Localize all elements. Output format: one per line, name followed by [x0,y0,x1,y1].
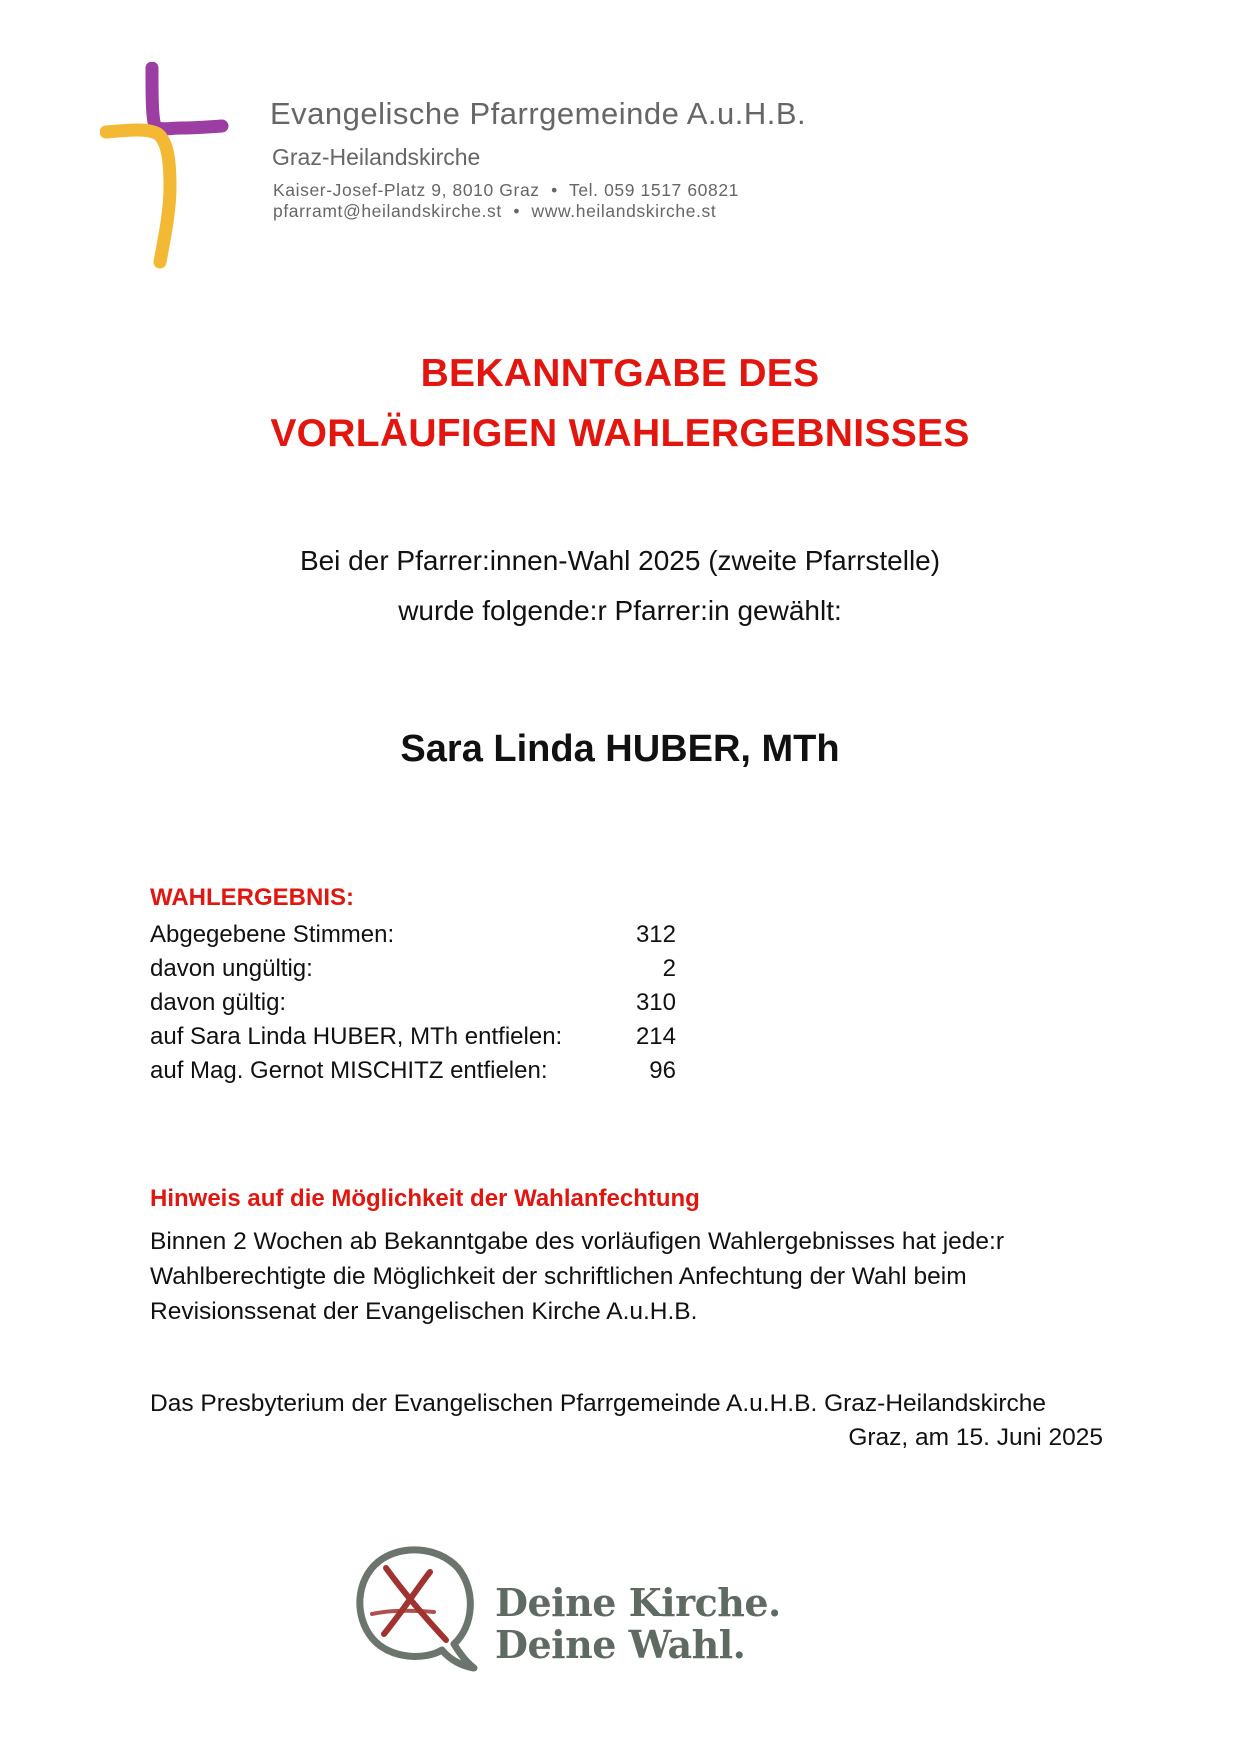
address: Kaiser-Josef-Platz 9, 8010 Graz [273,180,540,200]
document-title-line-1: BEKANNTGABE DES [420,352,820,395]
result-label: davon gültig: [150,989,287,1016]
separator-dot: • [551,180,558,200]
elected-candidate-name: Sara Linda HUBER, MTh [400,728,840,770]
separator-dot: • [513,201,521,221]
cross-purple-stroke [152,68,222,129]
contact-line-web [273,201,716,222]
result-row [150,1054,680,1088]
document-title-line-2: VORLÄUFIGEN WAHLERGEBNISSES [270,412,970,455]
signature-place-date: Graz, am 15. Juni 2025 [848,1424,1103,1451]
intro-line-1: Bei der Pfarrer:innen-Wahl 2025 (zweite Pfarrstelle) [299,545,941,576]
campaign-slogan [495,1582,781,1666]
appeal-notice-line: Wahlberechtigte die Möglichkeit der schriftlichen Anfechtung der Wahl beim [150,1263,967,1290]
result-label: Abgegebene Stimmen: [150,921,395,948]
result-value: 310 [635,989,676,1016]
appeal-notice-line: Revisionssenat der Evangelischen Kirche A.u.H.B. [150,1298,698,1325]
appeal-notice-line: Binnen 2 Wochen ab Bekanntgabe des vorläufigen Wahlergebnisses hat jede:r [150,1228,1004,1255]
appeal-notice-heading: Hinweis auf die Möglichkeit der Wahlanfechtung [150,1185,700,1212]
cross-yellow-stroke [106,130,170,262]
speech-bubble-ballot-icon [350,1538,480,1678]
result-label: davon ungültig: [150,955,313,982]
result-value: 312 [635,921,676,948]
appeal-notice-text [150,1224,1110,1329]
campaign-slogan-line-1: Deine Kirche. [495,1580,781,1625]
results-heading: WAHLERGEBNIS: [150,884,354,911]
signature-organization: Das Presbyterium der Evangelischen Pfarrgemeinde A.u.H.B. Graz-Heilandskirche [150,1390,1047,1417]
organization-subtitle: Graz-Heilandskirche [272,144,481,170]
email-link[interactable]: pfarramt@heilandskirche.st [273,201,502,221]
ballot-cross-stroke-2 [384,1572,430,1634]
results-table [150,918,680,1088]
result-value: 2 [662,955,676,982]
result-row [150,918,680,952]
campaign-logo [350,1538,800,1678]
parish-cross-logo [100,62,230,272]
contact-line-address [273,180,739,201]
result-label: auf Sara Linda HUBER, MTh entfielen: [150,1023,563,1050]
result-value: 214 [635,1023,676,1050]
result-label: auf Mag. Gernot MISCHITZ entfielen: [150,1057,548,1084]
campaign-slogan-line-2: Deine Wahl. [495,1622,746,1667]
result-row [150,952,680,986]
website-link[interactable]: www.heilandskirche.st [531,201,717,221]
organization-name: Evangelische Pfarrgemeinde A.u.H.B. [270,96,807,131]
phone: Tel. 059 1517 60821 [568,180,739,200]
result-row [150,1020,680,1054]
result-row [150,986,680,1020]
result-value: 96 [649,1057,676,1084]
ballot-cross-stroke-1 [386,1568,446,1640]
intro-line-2: wurde folgende:r Pfarrer:in gewählt: [398,595,842,626]
